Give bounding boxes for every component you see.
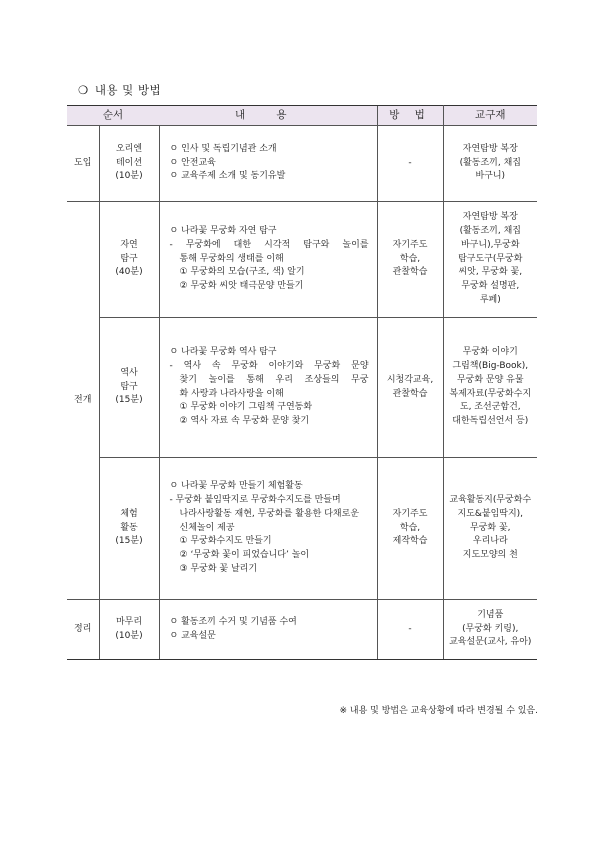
table-header-row: [67, 106, 537, 126]
content-line: - 무궁화 붙임딱지로 무궁화수지도를 만들며: [169, 494, 341, 505]
content-line: ㅇ 나라꽃 무궁화 자연 탐구: [169, 225, 277, 236]
content-line: ㅇ 교육설문: [169, 630, 216, 641]
cell-line: (40분): [115, 267, 143, 278]
cell-line: 무궁화 이야기: [462, 346, 518, 357]
header-order: 순서: [67, 106, 159, 126]
method-cell: [377, 318, 443, 458]
cell-line: 자연탐방 복장: [462, 211, 518, 222]
content-cell: [159, 600, 377, 660]
cell-line: 마무리: [115, 616, 143, 627]
content-cell: [159, 202, 377, 318]
cell-line: 기념품: [477, 609, 504, 620]
content-line: - 무궁화에 대한 시각적 탐구와 놀이를: [169, 239, 369, 250]
materials-cell: [443, 458, 537, 600]
cell-line: -: [408, 623, 412, 634]
cell-line: 도, 조선군함건,: [459, 402, 521, 413]
materials-cell: [443, 202, 537, 318]
content-line: ㅇ 나라꽃 무궁화 역사 탐구: [169, 346, 277, 357]
content-line: ㅇ 교육주제 소개 및 동기유발: [169, 171, 286, 182]
cell-line: (무궁화 키링),: [462, 623, 519, 634]
cell-line: 교육활동지(무궁화수: [449, 494, 532, 505]
step-cell: [99, 318, 159, 458]
cell-line: (10분): [115, 171, 143, 182]
content-line: ③ 무궁화 꽃 날리기: [179, 564, 258, 575]
content-line: ② 역사 자료 속 무궁화 문양 찾기: [179, 416, 310, 427]
content-line: ㅇ 활동조끼 수거 및 기념품 수여: [169, 616, 297, 627]
content-line: ① 무궁화 이야기 그림책 구연동화: [179, 402, 313, 413]
program-table: [67, 105, 537, 660]
cell-line: 무궁화 문양 유물: [456, 374, 524, 385]
cell-line: 제작학습: [392, 536, 428, 547]
cell-line: 학습,: [399, 253, 421, 264]
step-cell: [99, 600, 159, 660]
content-cell: [159, 318, 377, 458]
cell-line: 관찰학습: [392, 267, 428, 278]
step-cell: [99, 202, 159, 318]
table-row: [67, 126, 537, 202]
cell-line: 지도모양의 천: [462, 550, 518, 561]
content-line: ① 무궁화수지도 만들기: [179, 536, 272, 547]
cell-line: 테이션: [115, 157, 143, 168]
phase-cell: [67, 126, 99, 202]
cell-line: 복제자료(무궁화수지: [449, 388, 532, 399]
cell-line: 체험: [120, 508, 138, 519]
footnote: ※ 내용 및 방법은 교육상황에 따라 변경될 수 있음.: [339, 706, 538, 716]
content-line: 찾기 놀이를 통해 우리 조상들의 무궁: [179, 374, 369, 385]
table-row: [67, 458, 537, 600]
cell-line: 학습,: [399, 522, 421, 533]
cell-line: (활동조끼, 채집: [459, 157, 521, 168]
header-materials: 교구재: [443, 106, 537, 126]
cell-line: 역사: [120, 367, 138, 378]
cell-line: (활동조끼, 채집: [459, 225, 521, 236]
cell-line: 그림책(Big-Book),: [452, 360, 529, 371]
phase-label: 정리: [74, 623, 92, 634]
header-content: 내 용: [159, 106, 377, 126]
section-heading: [78, 82, 161, 98]
cell-line: 루페): [479, 295, 501, 306]
cell-line: 지도&붙임딱지),: [457, 508, 524, 519]
materials-cell: [443, 600, 537, 660]
cell-line: 무궁화 꽃,: [470, 522, 511, 533]
cell-line: 시청각교육,: [386, 374, 434, 385]
phase-cell: [67, 600, 99, 660]
content-line: 통해 무궁화의 생태를 이해: [179, 253, 284, 264]
phase-label: 도입: [74, 157, 92, 168]
method-cell: [377, 202, 443, 318]
content-line: 신체놀이 제공: [179, 522, 235, 533]
cell-line: 활동: [120, 522, 138, 533]
cell-line: (15분): [115, 536, 143, 547]
content-line: ㅇ 나라꽃 무궁화 만들기 체험활동: [169, 480, 303, 491]
section-title: 내용 및 방법: [94, 83, 162, 97]
materials-cell: [443, 318, 537, 458]
cell-line: 무궁화 설명판,: [461, 281, 520, 292]
content-line: ㅇ 인사 및 독립기념관 소개: [169, 143, 277, 154]
cell-line: 탐구도구(무궁화: [458, 253, 523, 264]
cell-line: 오리엔: [115, 143, 143, 154]
content-cell: [159, 126, 377, 202]
content-line: - 역사 속 무궁화 이야기와 무궁화 문양: [169, 360, 369, 371]
phase-label: 전개: [74, 394, 92, 405]
content-line: 화 사랑과 나라사랑을 이해: [179, 388, 284, 399]
step-cell: [99, 126, 159, 202]
cell-line: 관찰학습: [392, 388, 428, 399]
table-row: [67, 318, 537, 458]
header-method: 방 법: [377, 106, 443, 126]
content-line: ② 무궁화 씨앗 태극문양 만들기: [179, 281, 304, 292]
content-cell: [159, 458, 377, 600]
content-line: ② ‘무궁화 꽃이 피었습니다’ 놀이: [179, 550, 310, 561]
content-line: ㅇ 안전교육: [169, 157, 216, 168]
phase-cell: [67, 202, 99, 600]
method-cell: [377, 458, 443, 600]
cell-line: 자기주도: [392, 508, 428, 519]
cell-line: (15분): [115, 395, 143, 406]
method-cell: [377, 600, 443, 660]
content-line: 나라사랑활동 재현, 무궁화를 활용한 다채로운: [179, 508, 360, 519]
cell-line: 자기주도: [392, 239, 428, 250]
cell-line: -: [408, 157, 412, 168]
cell-line: 탐구: [120, 381, 138, 392]
cell-line: 교육설문(교사, 유아): [449, 637, 532, 648]
cell-line: 우리나라: [472, 536, 508, 547]
circle-bullet-icon: ❍: [78, 83, 89, 97]
cell-line: 바구니),무궁화: [460, 239, 520, 250]
step-cell: [99, 458, 159, 600]
table-row: [67, 600, 537, 660]
cell-line: 자연탐방 복장: [462, 143, 518, 154]
content-line: ① 무궁화의 모습(구조, 색) 알기: [179, 267, 305, 278]
cell-line: 대한독립선언서 등): [452, 416, 529, 427]
cell-line: 씨앗, 무궁화 꽃,: [458, 267, 523, 278]
method-cell: [377, 126, 443, 202]
cell-line: 바구니): [475, 171, 506, 182]
table-row: [67, 202, 537, 318]
cell-line: 자연: [120, 239, 138, 250]
cell-line: (10분): [115, 630, 143, 641]
materials-cell: [443, 126, 537, 202]
cell-line: 탐구: [120, 253, 138, 264]
